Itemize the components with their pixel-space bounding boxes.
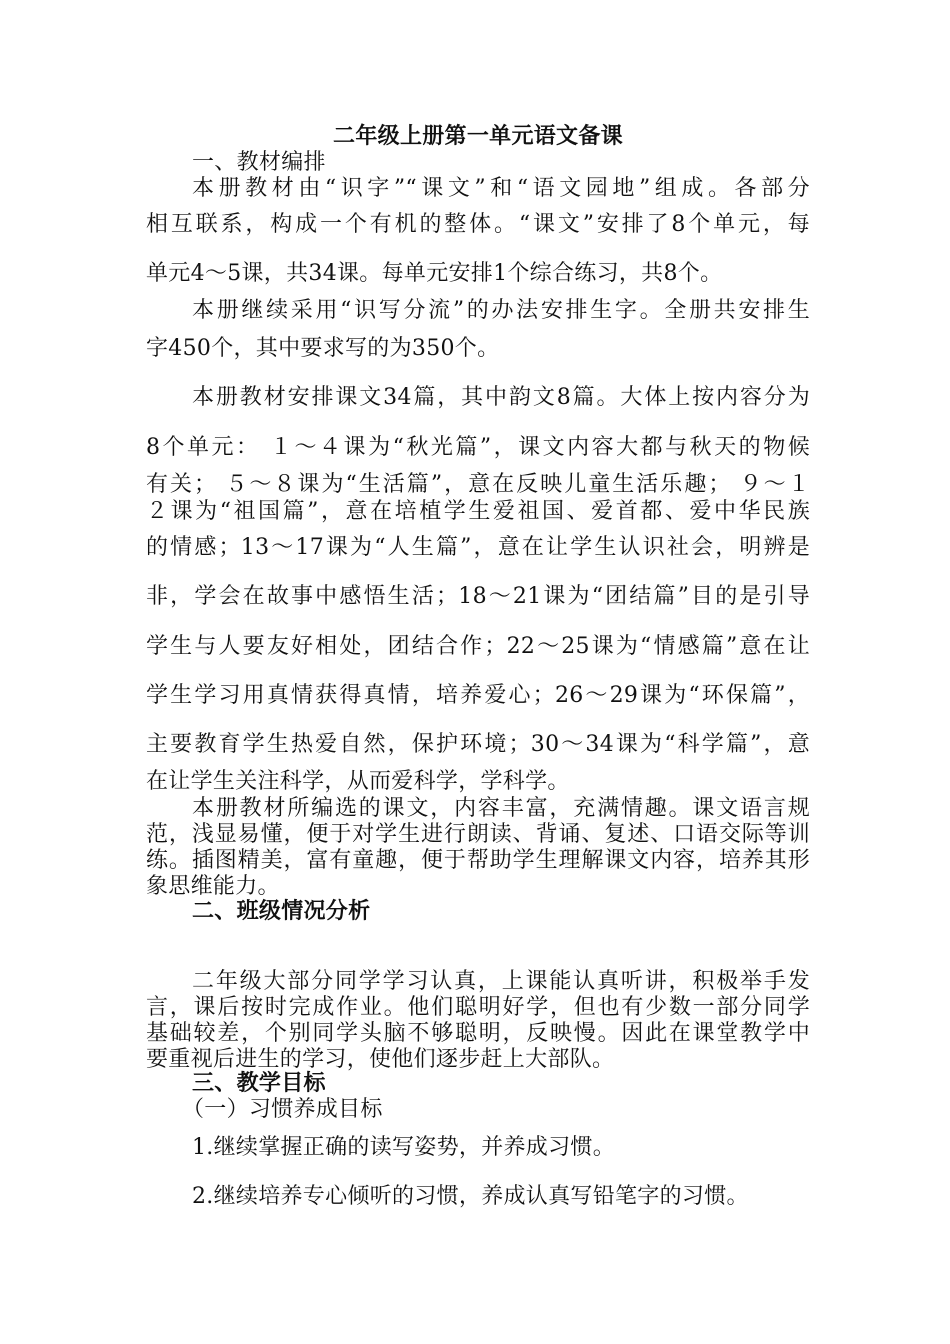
paragraph-line: 非，学会在故事中感悟生活；18～21课为“团结篇”目的是引导 (146, 584, 810, 609)
list-item: 1.继续掌握正确的读写姿势，并养成习惯。 (192, 1135, 615, 1160)
paragraph-line: 相互联系，构成一个有机的整体。“课文”安排了8个单元，每 (146, 212, 810, 237)
paragraph-line: 在让学生关注科学，从而爱科学，学科学。 (146, 769, 570, 794)
paragraph-line: 8个单元： １～４课为“秋光篇”，课文内容大都与秋天的物候 (146, 435, 810, 460)
document-title: 二年级上册第一单元语文备课 (333, 124, 623, 149)
list-item: 2.继续培养专心倾听的习惯，养成认真写铅笔字的习惯。 (192, 1184, 749, 1209)
paragraph-line: 言，课后按时完成作业。他们聪明好学，但也有少数一部分同学 (146, 995, 810, 1020)
paragraph-line: 象思维能力。 (146, 874, 280, 899)
paragraph-line: 单元4～5课，共34课。每单元安排1个综合练习，共8个。 (146, 261, 723, 286)
paragraph-line: 有关； ５～８课为“生活篇”，意在反映儿童生活乐趣； ９～１ (146, 472, 810, 497)
subsection-heading: （一）习惯养成目标 (182, 1097, 383, 1122)
paragraph-line: 范，浅显易懂，便于对学生进行朗读、背诵、复述、口语交际等训 (146, 822, 810, 847)
section-heading-1: 一、教材编排 (192, 150, 326, 175)
paragraph-line: 要重视后进生的学习，使他们逐步赶上大部队。 (146, 1047, 615, 1072)
paragraph-line: 主要教育学生热爱自然，保护环境；30～34课为“科学篇”，意 (146, 732, 810, 757)
paragraph-line: 学生学习用真情获得真情，培养爱心；26～29课为“环保篇”， (146, 683, 810, 708)
paragraph-line: 本册教材所编选的课文，内容丰富，充满情趣。课文语言规 (192, 796, 810, 821)
paragraph-line: 本册继续采用“识写分流”的办法安排生字。全册共安排生 (192, 298, 810, 323)
paragraph-line: 学生与人要友好相处，团结合作；22～25课为“情感篇”意在让 (146, 634, 810, 659)
paragraph-line: 基础较差，个别同学头脑不够聪明，反映慢。因此在课堂教学中 (146, 1021, 810, 1046)
paragraph-line: 练。插图精美，富有童趣，便于帮助学生理解课文内容，培养其形 (146, 848, 810, 873)
paragraph-line: 二年级大部分同学学习认真，上课能认真听讲，积极举手发 (192, 969, 810, 994)
paragraph-line: 字450个，其中要求写的为350个。 (146, 336, 500, 361)
section-heading-2: 二、班级情况分析 (192, 899, 371, 924)
paragraph-line: 本册教材安排课文34篇，其中韵文8篇。大体上按内容分为 (192, 385, 810, 410)
section-heading-3: 三、教学目标 (192, 1071, 326, 1096)
paragraph-line: 本册教材由“识字”“课文”和“语文园地”组成。各部分 (192, 176, 810, 201)
paragraph-line: ２课为“祖国篇”，意在培植学生爱祖国、爱首都、爱中华民族 (146, 499, 810, 524)
paragraph-line: 的情感；13～17课为“人生篇”，意在让学生认识社会，明辨是 (146, 535, 810, 560)
